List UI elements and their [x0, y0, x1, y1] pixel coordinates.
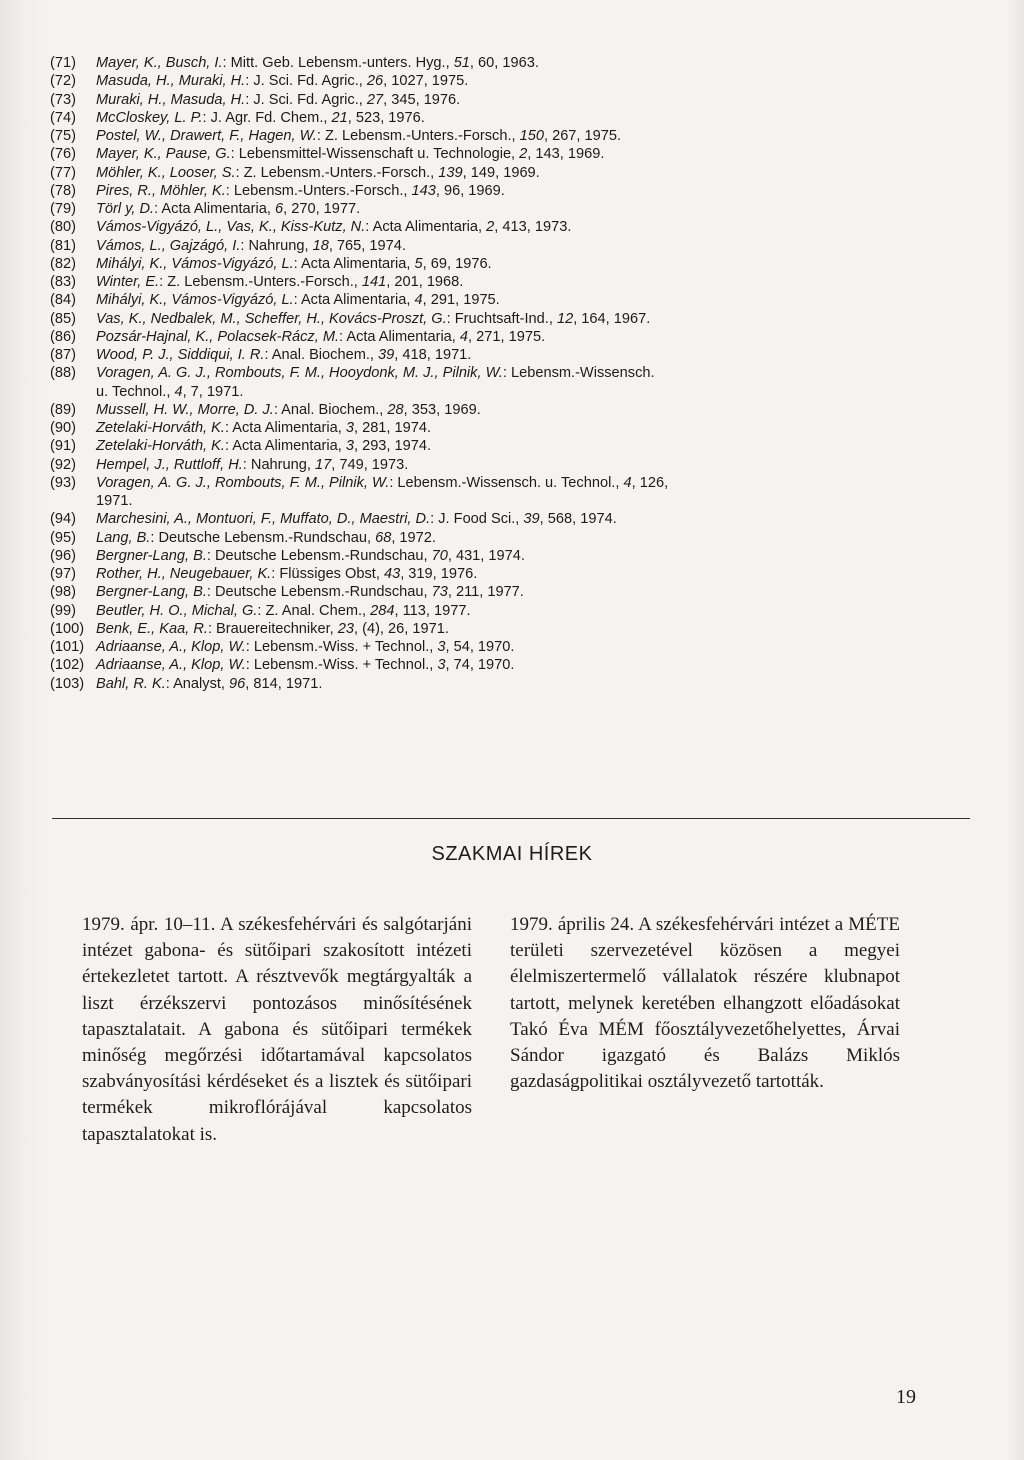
reference-item	[50, 675, 950, 693]
reference-volume: 3	[437, 639, 446, 655]
reference-volume: 18	[312, 237, 329, 254]
news-item-right: 1979. április 24. A székesfehérvári intézet a MÉTE területi szervezetével közösen a megyei élelmiszertermelő vállalatok részére klubnapot tartott, melynek keretében elhangzott előadásokat Takó Éva MÉM főosztályvezetőhelyettes, Árvai Sándor igazgató és Balázs Miklós gazdaságpolitikai osztályvezető tartották.	[510, 914, 900, 1093]
reference-authors: Möhler, K., Looser, S.	[96, 164, 236, 181]
reference-number: (103)	[50, 675, 85, 692]
reference-citation	[96, 510, 950, 528]
reference-pages-year: , (4), 26, 1971.	[353, 620, 449, 637]
reference-source: : Nahrung,	[242, 456, 315, 473]
reference-authors: Vas, K., Nedbalek, M., Scheffer, H., Kovács-Proszt, G.	[96, 310, 447, 327]
reference-source: : J. Food Sci.,	[430, 511, 524, 528]
reference-number: (96)	[50, 547, 76, 564]
reference-citation	[96, 328, 950, 346]
reference-source: : Brauereitechniker,	[207, 620, 338, 637]
reference-authors: Pozsár-Hajnal, K., Polacsek-Rácz, M.	[96, 328, 340, 345]
reference-citation	[96, 273, 950, 291]
reference-number: (71)	[50, 55, 76, 71]
reference-authors: Bahl, R. K.	[96, 675, 166, 692]
reference-authors: Mihályi, K., Vámos-Vigyázó, L.	[96, 292, 294, 309]
reference-citation	[96, 583, 950, 601]
reference-citation	[96, 638, 950, 656]
reference-continuation: 1971.	[96, 493, 133, 509]
reference-item	[50, 91, 950, 109]
reference-citation	[96, 437, 950, 455]
reference-number: (74)	[50, 109, 76, 126]
reference-authors: Vámos, L., Gajzágó, I.	[96, 237, 241, 254]
reference-volume: 5	[414, 255, 423, 272]
reference-source: : Lebensm.-Wiss. + Technol.,	[245, 657, 438, 674]
reference-number: (95)	[50, 529, 76, 546]
reference-pages-year: , 74, 1970.	[445, 657, 515, 674]
reference-pages-year: , 201, 1968.	[386, 274, 464, 290]
reference-source: : Analyst,	[165, 675, 230, 692]
reference-item	[50, 127, 950, 145]
reference-item	[50, 310, 950, 328]
reference-pages-year: , 1027, 1975.	[383, 73, 469, 90]
reference-volume: 27	[366, 91, 384, 108]
reference-item	[50, 255, 950, 273]
reference-citation	[96, 310, 950, 328]
reference-number: (79)	[50, 201, 76, 217]
reference-item	[50, 638, 950, 656]
reference-pages-year: , 568, 1974.	[539, 511, 617, 528]
reference-source: : Acta Alimentaria,	[154, 201, 275, 217]
reference-citation	[96, 656, 950, 674]
reference-pages-year: , 164, 1967.	[573, 310, 651, 327]
reference-pages-year: , 319, 1976.	[400, 566, 478, 582]
reference-number: (80)	[50, 219, 76, 236]
reference-number: (99)	[50, 602, 76, 619]
reference-pages-year: , 765, 1974.	[328, 237, 406, 254]
reference-item	[50, 474, 950, 511]
reference-item	[50, 54, 950, 72]
reference-item	[50, 510, 950, 528]
reference-item	[50, 218, 950, 236]
reference-volume: 39	[378, 347, 395, 363]
reference-pages-year: , 69, 1976.	[422, 255, 492, 272]
reference-volume: 39	[523, 511, 540, 528]
section-title: SZAKMAI HÍREK	[431, 843, 593, 865]
reference-source: : Acta Alimentaria,	[339, 328, 460, 345]
reference-number: (83)	[50, 274, 76, 290]
reference-authors: Pires, R., Möhler, K.	[96, 182, 226, 199]
reference-item	[50, 656, 950, 674]
reference-item	[50, 291, 950, 309]
reference-source: : Fruchtsaft-Ind.,	[446, 310, 557, 327]
reference-pages-year: , 113, 1977.	[394, 602, 471, 619]
reference-authors: Adriaanse, A., Klop, W.	[96, 639, 246, 655]
reference-number: (76)	[50, 146, 76, 163]
reference-volume: 4	[414, 292, 423, 309]
reference-pages-year: , 291, 1975.	[422, 292, 500, 309]
reference-volume: 12	[556, 310, 574, 327]
reference-number: (73)	[50, 91, 76, 108]
reference-source: : Acta Alimentaria,	[293, 292, 415, 309]
page-number: 19	[896, 1386, 916, 1408]
reference-volume: 143	[411, 182, 436, 199]
reference-volume: 141	[361, 274, 387, 290]
reference-volume: 26	[366, 73, 384, 90]
reference-citation	[96, 474, 950, 511]
reference-volume: 51	[453, 55, 470, 71]
scan-edge	[0, 0, 46, 1460]
reference-authors: Masuda, H., Muraki, H.	[96, 73, 246, 90]
reference-authors: Benk, E., Kaa, R.	[96, 620, 208, 637]
reference-item	[50, 364, 950, 401]
reference-pages-year: , 418, 1971.	[394, 347, 472, 363]
reference-pages-year: , 293, 1974.	[353, 438, 432, 455]
reference-volume: 3	[345, 438, 354, 455]
reference-source: : Z. Lebensm.-Unters.-Forsch.,	[235, 164, 439, 181]
reference-authors: Voragen, A. G. J., Rombouts, F. M., Hooydonk, M. J., Pilnik, W.	[96, 365, 503, 382]
reference-citation	[96, 54, 950, 72]
reference-source: : J. Sci. Fd. Agric.,	[245, 91, 367, 108]
reference-volume: 4	[174, 383, 183, 400]
reference-item	[50, 401, 950, 419]
reference-authors: Rother, H., Neugebauer, K.	[96, 566, 272, 582]
reference-number: (78)	[50, 182, 76, 199]
reference-item	[50, 328, 950, 346]
reference-authors: Bergner-Lang, B.	[96, 584, 207, 601]
reference-citation	[96, 109, 950, 127]
reference-citation	[96, 602, 950, 620]
reference-pages-year: , 270, 1977.	[283, 201, 361, 217]
reference-citation	[96, 255, 950, 273]
reference-authors: Zetelaki-Horváth, K.	[96, 438, 225, 455]
reference-source: : Lebensm.-Wissensch.	[502, 365, 655, 382]
reference-authors: Bergner-Lang, B.	[96, 547, 207, 564]
reference-citation	[96, 346, 950, 364]
reference-volume: 2	[486, 219, 495, 236]
reference-pages-year: , 281, 1974.	[353, 420, 432, 436]
reference-citation	[96, 145, 950, 163]
reference-pages-year: , 1972.	[391, 529, 436, 546]
reference-item	[50, 583, 950, 601]
reference-citation	[96, 291, 950, 309]
reference-item	[50, 346, 950, 364]
scan-edge-right	[1006, 0, 1024, 1460]
reference-source: : J. Agr. Fd. Chem.,	[202, 109, 332, 126]
reference-source: : Acta Alimentaria,	[293, 255, 415, 272]
reference-authors: Hempel, J., Ruttloff, H.	[96, 456, 243, 473]
reference-item	[50, 620, 950, 638]
reference-source: : Nahrung,	[240, 237, 313, 254]
reference-number: (87)	[50, 347, 76, 363]
reference-pages-year: , 54, 1970.	[445, 639, 515, 655]
reference-number: (97)	[50, 566, 76, 582]
reference-pages-year: , 413, 1973.	[494, 219, 572, 236]
reference-item	[50, 565, 950, 583]
reference-number: (101)	[50, 639, 85, 655]
reference-item	[50, 419, 950, 437]
reference-pages-year: , 431, 1974.	[447, 547, 525, 564]
reference-number: (85)	[50, 310, 76, 327]
reference-source: : Anal. Biochem.,	[264, 347, 379, 363]
reference-pages-year: , 96, 1969.	[435, 182, 505, 199]
reference-authors: Lang, B.	[96, 529, 151, 546]
reference-volume: 150	[519, 128, 544, 144]
reference-authors: McCloskey, L. P.	[96, 109, 203, 126]
reference-source: : J. Sci. Fd. Agric.,	[245, 73, 367, 90]
reference-item	[50, 200, 950, 218]
reference-item	[50, 437, 950, 455]
reference-pages-year: , 271, 1975.	[468, 328, 546, 345]
reference-source: : Acta Alimentaria,	[365, 219, 487, 236]
reference-volume: 6	[274, 201, 284, 217]
reference-citation	[96, 565, 950, 583]
reference-number: (75)	[50, 128, 76, 144]
reference-pages-year: , 749, 1973.	[331, 456, 409, 473]
reference-authors: Törl y, D.	[96, 201, 155, 217]
reference-source: : Anal. Biochem.,	[273, 401, 388, 418]
reference-item	[50, 547, 950, 565]
reference-number: (94)	[50, 511, 76, 528]
reference-volume: 68	[375, 529, 392, 546]
reference-authors: Wood, P. J., Siddiqui, I. R.	[96, 347, 265, 363]
reference-citation	[96, 456, 950, 474]
reference-citation	[96, 72, 950, 90]
reference-source: : Lebensm.-Unters.-Forsch.,	[225, 182, 412, 199]
reference-citation	[96, 401, 950, 419]
reference-number: (72)	[50, 73, 76, 90]
reference-citation	[96, 364, 950, 401]
reference-volume: 43	[383, 566, 401, 582]
reference-source: : Flüssiges Obst,	[271, 566, 384, 582]
reference-volume: 21	[331, 109, 348, 126]
reference-item	[50, 109, 950, 127]
reference-source: : Mitt. Geb. Lebensm.-unters. Hyg.,	[222, 55, 454, 71]
reference-item	[50, 456, 950, 474]
reference-citation	[96, 91, 950, 109]
reference-pages-year: , 126,	[631, 474, 669, 491]
reference-authors: Mayer, K., Busch, I.	[96, 55, 223, 71]
reference-volume: 70	[431, 547, 448, 564]
reference-authors: Zetelaki-Horváth, K.	[96, 420, 225, 436]
reference-authors: Marchesini, A., Montuori, F., Muffato, D., Maestri, D.	[96, 511, 431, 528]
reference-authors: Mihályi, K., Vámos-Vigyázó, L.	[96, 255, 294, 272]
reference-volume: 3	[437, 657, 446, 674]
reference-number: (88)	[50, 365, 76, 382]
reference-pages-year: , 345, 1976.	[383, 91, 461, 108]
reference-pages-year: , 523, 1976.	[347, 109, 425, 126]
reference-citation	[96, 164, 950, 182]
reference-authors: Postel, W., Drawert, F., Hagen, W.	[96, 128, 317, 144]
reference-number: (86)	[50, 328, 76, 345]
reference-citation	[96, 237, 950, 255]
reference-item	[50, 237, 950, 255]
reference-item	[50, 182, 950, 200]
reference-citation	[96, 127, 950, 145]
reference-pages-year: , 143, 1969.	[527, 146, 605, 163]
reference-volume: 23	[337, 620, 354, 637]
reference-source: : Lebensmittel-Wissenschaft u. Technologie,	[230, 146, 520, 163]
reference-authors: Adriaanse, A., Klop, W.	[96, 657, 246, 674]
reference-item	[50, 273, 950, 291]
reference-number: (84)	[50, 292, 76, 309]
reference-number: (89)	[50, 401, 76, 418]
reference-pages-year: , 7, 1971.	[182, 383, 244, 400]
reference-number: (92)	[50, 456, 76, 473]
section-divider	[52, 818, 970, 819]
reference-item	[50, 602, 950, 620]
reference-volume: 28	[387, 401, 404, 418]
reference-citation	[96, 675, 950, 693]
reference-citation	[96, 547, 950, 565]
reference-source: : Acta Alimentaria,	[224, 420, 346, 436]
reference-volume: 17	[315, 456, 332, 473]
reference-citation	[96, 200, 950, 218]
reference-source: : Deutsche Lebensm.-Rundschau,	[150, 529, 376, 546]
reference-volume: 3	[345, 420, 354, 436]
reference-citation	[96, 419, 950, 437]
reference-item	[50, 164, 950, 182]
reference-volume: 284	[370, 602, 395, 619]
reference-source: : Deutsche Lebensm.-Rundschau,	[206, 584, 432, 601]
reference-pages-year: , 353, 1969.	[403, 401, 481, 418]
reference-number: (77)	[50, 164, 76, 181]
reference-authors: Vámos-Vigyázó, L., Vas, K., Kiss-Kutz, N.	[96, 219, 366, 236]
reference-list	[50, 54, 950, 693]
reference-pages-year: , 211, 1977.	[447, 584, 524, 601]
reference-pages-year: , 267, 1975.	[543, 128, 622, 144]
reference-number: (91)	[50, 438, 76, 455]
reference-source: : Lebensm.-Wiss. + Technol.,	[245, 639, 438, 655]
reference-authors: Muraki, H., Masuda, H.	[96, 91, 246, 108]
reference-volume: 139	[438, 164, 463, 181]
reference-pages-year: , 149, 1969.	[462, 164, 540, 181]
reference-source: : Z. Lebensm.-Unters.-Forsch.,	[316, 128, 520, 144]
reference-authors: Mussell, H. W., Morre, D. J.	[96, 401, 274, 418]
reference-authors: Winter, E.	[96, 274, 160, 290]
reference-volume: 96	[229, 675, 246, 692]
reference-citation	[96, 620, 950, 638]
reference-volume: 2	[519, 146, 528, 163]
reference-pages-year: , 814, 1971.	[245, 675, 323, 692]
reference-continuation: u. Technol.,	[96, 383, 175, 400]
reference-item	[50, 529, 950, 547]
reference-source: : Deutsche Lebensm.-Rundschau,	[206, 547, 432, 564]
reference-source: : Z. Anal. Chem.,	[257, 602, 371, 619]
reference-pages-year: , 60, 1963.	[469, 55, 539, 71]
reference-volume: 73	[431, 584, 448, 601]
reference-citation	[96, 529, 950, 547]
reference-number: (82)	[50, 255, 76, 272]
reference-authors: Mayer, K., Pause, G.	[96, 146, 231, 163]
news-item-left: 1979. ápr. 10–11. A székesfehérvári és salgótarjáni intézet gabona- és sütőipari szakosított intézeti értekezletet tartott. A résztvevők megtárgyalták a liszt érzékszervi pontozásos minősítésének tapasztalatait. A gabona és sütőipari termékek minőség megőrzési időtartamával kapcsolatos szabványosítási kérdéseket és a lisztek és sütőipari termékek mikroflórájával kapcsolatos tapasztalatokat is.	[82, 914, 472, 1145]
reference-number: (102)	[50, 657, 85, 674]
reference-authors: Voragen, A. G. J., Rombouts, F. M., Pilnik, W.	[96, 474, 390, 491]
reference-citation	[96, 182, 950, 200]
reference-item	[50, 72, 950, 90]
reference-source: : Acta Alimentaria,	[224, 438, 346, 455]
reference-number: (93)	[50, 474, 76, 491]
reference-source: : Lebensm.-Wissensch. u. Technol.,	[389, 474, 624, 491]
reference-number: (100)	[50, 620, 85, 637]
reference-authors: Beutler, H. O., Michal, G.	[96, 602, 258, 619]
reference-citation	[96, 218, 950, 236]
reference-volume: 4	[459, 328, 469, 345]
reference-volume: 4	[623, 474, 632, 491]
reference-source: : Z. Lebensm.-Unters.-Forsch.,	[159, 274, 362, 290]
reference-number: (81)	[50, 237, 76, 254]
reference-number: (90)	[50, 420, 76, 436]
reference-number: (98)	[50, 584, 76, 601]
reference-item	[50, 145, 950, 163]
